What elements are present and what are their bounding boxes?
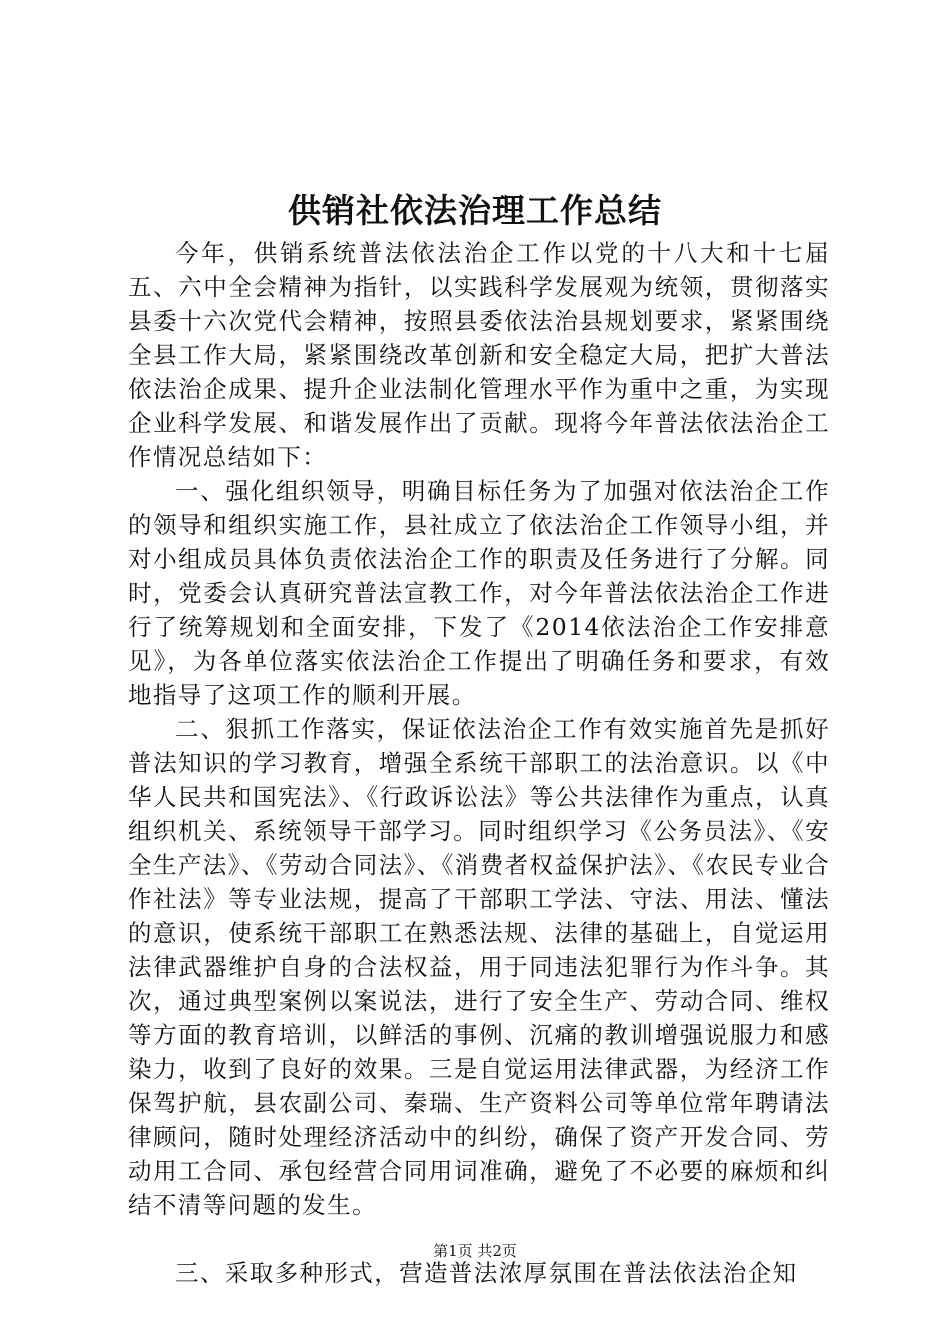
- paragraph-intro: 今年，供销系统普法依法治企工作以党的十八大和十七届五、六中全会精神为指针，以实践科学发展观为统领，贯彻落实县委十六次党代会精神，按照县委依法治县规划要求，紧紧围绕全县工作大局，紧紧围绕改革创新和安全稳定大局，把扩大普法依法治企成果、提升企业法制化管理水平作为重中之重，为实现企业科学发展、和谐发展作出了贡献。现将今年普法依法治企工作情况总结如下：: [128, 239, 830, 471]
- page-number: 第1页 共2页: [433, 1242, 517, 1260]
- paragraph-section-3: 三、采取多种形式，营造普法浓厚氛围在普法依法治企知: [175, 1259, 798, 1287]
- document-title: 供销社依法治理工作总结: [288, 191, 662, 230]
- document-body: [128, 236, 830, 1290]
- paragraph-section-1: 一、强化组织领导，明确目标任务为了加强对依法治企工作的领导和组织实施工作，县社成立了依法治企工作领导小组，并对小组成员具体负责依法治企工作的职责及任务进行了分解。同时，党委会认真研究普法宣教工作，对今年普法依法治企工作进行了统筹规划和全面安排，下发了《2014依法治企工作安排意见》，为各单位落实依法治企工作提出了明确任务和要求，有效地指导了这项工作的顺利开展。: [128, 477, 830, 709]
- paragraph-section-2: 二、狠抓工作落实，保证依法治企工作有效实施首先是抓好普法知识的学习教育，增强全系统干部职工的法治意识。以《中华人民共和国宪法》、《行政诉讼法》等公共法律作为重点，认真组织机关、系统领导干部学习。同时组织学习《公务员法》、《安全生产法》、《劳动合同法》、《消费者权益保护法》、《农民专业合作社法》等专业法规，提高了干部职工学法、守法、用法、懂法的意识，使系统干部职工在熟悉法规、法律的基础上，自觉运用法律武器维护自身的合法权益，用于同违法犯罪行为作斗争。其次，通过典型案例以案说法，进行了安全生产、劳动合同、维权等方面的教育培训，以鲜活的事例、沉痛的教训增强说服力和感染力，收到了良好的效果。三是自觉运用法律武器，为经济工作保驾护航，县农副公司、秦瑞、生产资料公司等单位常年聘请法律顾问，随时处理经济活动中的纠纷，确保了资产开发合同、劳动用工合同、承包经营合同用词准确，避免了不必要的麻烦和纠结不清等问题的发生。: [128, 715, 830, 1219]
